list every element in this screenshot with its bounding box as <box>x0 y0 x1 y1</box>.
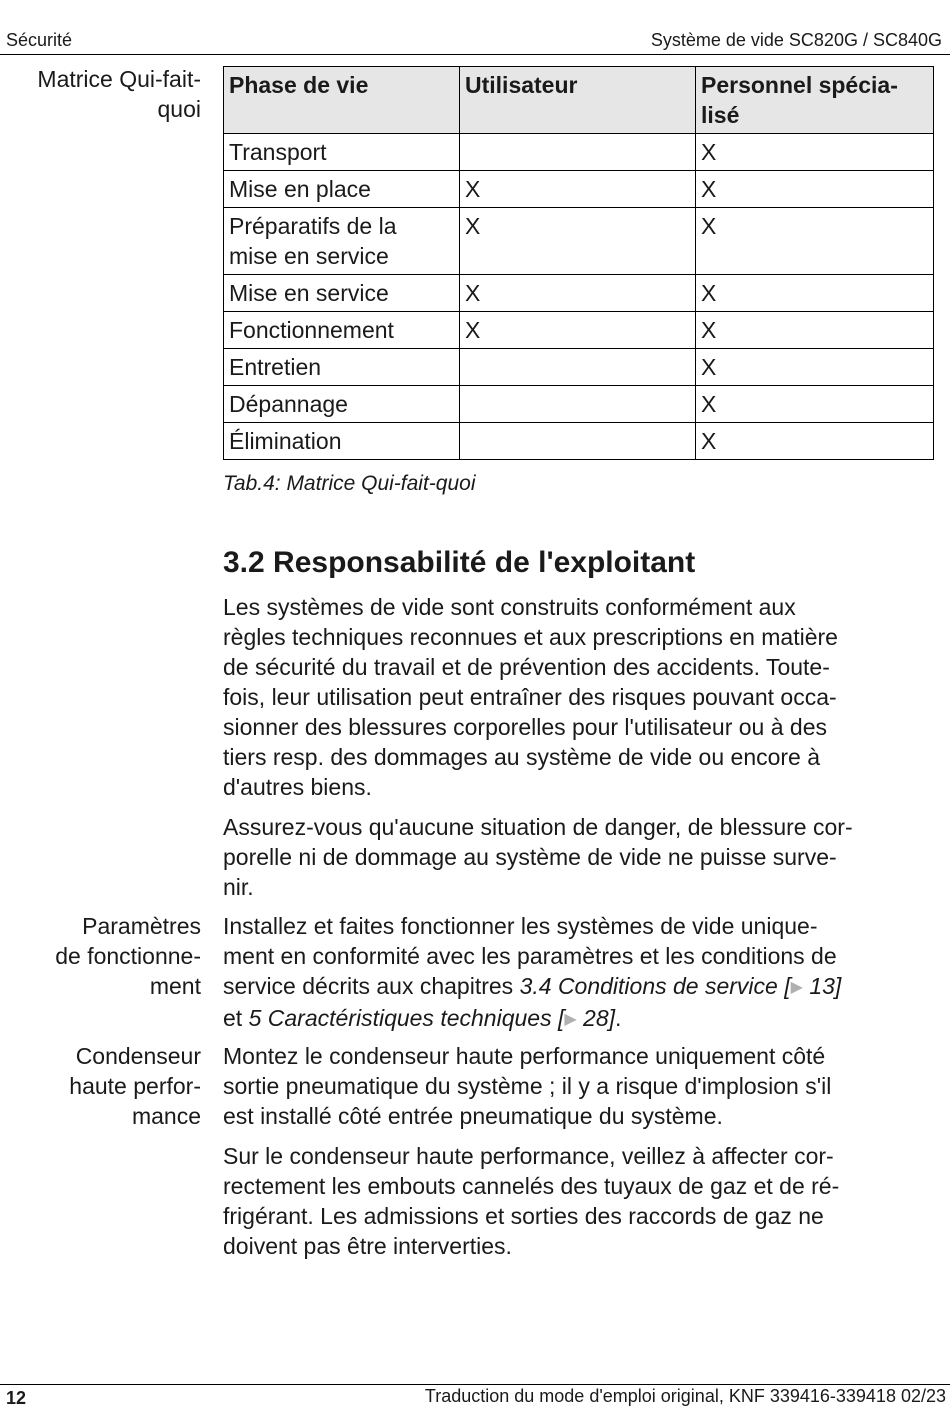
cell-phase <box>224 208 460 275</box>
cell-user <box>460 386 696 423</box>
paragraph-condenser-connections <box>223 1141 933 1261</box>
page-arrow-icon: ▶ <box>790 979 803 996</box>
text-line <box>223 971 933 1003</box>
paragraph-intro <box>223 592 933 802</box>
text-line: d'autres biens. <box>223 774 372 800</box>
text-line: Montez le condenseur haute performance uniquement côté <box>223 1043 826 1069</box>
responsibility-matrix-table <box>223 66 934 460</box>
reference-page: 28] <box>576 1005 616 1031</box>
table-row <box>224 171 934 208</box>
text-line: Installez et faites fonctionner les systèmes de vide unique- <box>223 913 818 939</box>
column-header-user: Utilisateur <box>460 67 696 134</box>
matrix-side-label-line: quoi <box>157 96 201 122</box>
footer-divider <box>0 1384 950 1385</box>
column-header-phase: Phase de vie <box>224 67 460 134</box>
cell-user <box>460 349 696 386</box>
reference-title: 3.4 Conditions de service [ <box>519 973 791 999</box>
cell-user <box>460 423 696 460</box>
text-line <box>223 1003 933 1035</box>
text-line: sionner des blessures corporelles pour l'utilisateur ou à des <box>223 714 827 740</box>
table-row <box>224 312 934 349</box>
cell-phase-line: mise en service <box>229 243 389 269</box>
column-header-line: Personnel spécia- <box>701 72 898 98</box>
header-divider <box>0 54 950 55</box>
matrix-side-label-line: Matrice Qui-fait- <box>37 66 201 92</box>
table-row <box>224 349 934 386</box>
text-span: . <box>615 1005 622 1031</box>
text-line: fois, leur utilisation peut entraîner des risques pouvant occa- <box>223 684 837 710</box>
text-line: de sécurité du travail et de prévention des accidents. Toute- <box>223 654 830 680</box>
cross-reference-link[interactable] <box>520 973 842 999</box>
condenser-side-label <box>0 1041 201 1131</box>
cell-user: X <box>460 171 696 208</box>
text-line: nir. <box>223 874 254 900</box>
text-line: ment en conformité avec les paramètres et les conditions de <box>223 943 837 969</box>
table-row <box>224 386 934 423</box>
paragraph-condenser-mount <box>223 1041 933 1131</box>
cell-phase: Élimination <box>224 423 460 460</box>
cell-specialist: X <box>696 423 934 460</box>
text-line: doivent pas être interverties. <box>223 1233 512 1259</box>
table-row <box>224 208 934 275</box>
reference-title: 5 Caractéristiques techniques [ <box>248 1005 565 1031</box>
side-label-line: de fonctionne- <box>55 943 201 969</box>
table-header-row <box>224 67 934 134</box>
cell-specialist: X <box>696 312 934 349</box>
text-line: Les systèmes de vide sont construits conformément aux <box>223 594 796 620</box>
text-line: tiers resp. des dommages au système de vide ou encore à <box>223 744 821 770</box>
cell-phase: Dépannage <box>224 386 460 423</box>
side-label-line: mance <box>131 1103 201 1129</box>
side-label-line: haute perfor- <box>69 1073 201 1099</box>
table-row <box>224 275 934 312</box>
cell-phase: Mise en service <box>224 275 460 312</box>
cross-reference-link[interactable] <box>249 1005 615 1031</box>
column-header-specialist <box>696 67 934 134</box>
column-header-line: lisé <box>701 102 740 128</box>
params-side-label <box>0 911 201 1001</box>
reference-page: 13] <box>802 973 842 999</box>
page-arrow-icon: ▶ <box>564 1011 577 1028</box>
paragraph-parameters <box>223 911 933 1035</box>
cell-user <box>460 134 696 171</box>
text-line: règles techniques reconnues et aux prescriptions en matière <box>223 624 838 650</box>
side-label-line: Paramètres <box>82 913 201 939</box>
text-span: service décrits aux chapitres <box>223 973 520 999</box>
table-row <box>224 423 934 460</box>
cell-phase: Fonctionnement <box>224 312 460 349</box>
text-line: sortie pneumatique du système ; il y a risque d'implosion s'il <box>223 1073 832 1099</box>
cell-specialist: X <box>696 134 934 171</box>
cell-user: X <box>460 275 696 312</box>
text-line: porelle ni de dommage au système de vide ne puisse surve- <box>223 844 837 870</box>
text-line: rectement les embouts cannelés des tuyaux de gaz et de ré- <box>223 1173 840 1199</box>
cell-specialist: X <box>696 386 934 423</box>
header-product-title: Système de vide SC820G / SC840G <box>650 30 942 50</box>
cell-specialist: X <box>696 208 934 275</box>
cell-phase: Mise en place <box>224 171 460 208</box>
section-heading: 3.2 Responsabilité de l'exploitant <box>223 546 696 579</box>
cell-phase: Entretien <box>224 349 460 386</box>
text-span: et <box>223 1005 249 1031</box>
side-label-line: Condenseur <box>75 1043 201 1069</box>
page-number: 12 <box>6 1388 27 1408</box>
text-line: Assurez-vous qu'aucune situation de danger, de blessure cor- <box>223 814 853 840</box>
cell-user: X <box>460 208 696 275</box>
text-line: Sur le condenseur haute performance, veillez à affecter cor- <box>223 1143 834 1169</box>
cell-specialist: X <box>696 275 934 312</box>
cell-phase-line: Préparatifs de la <box>229 213 397 239</box>
text-line: est installé côté entrée pneumatique du système. <box>223 1103 723 1129</box>
table-row <box>224 134 934 171</box>
side-label-line: ment <box>149 973 201 999</box>
cell-phase: Transport <box>224 134 460 171</box>
text-line: frigérant. Les admissions et sorties des raccords de gaz ne <box>223 1203 824 1229</box>
cell-specialist: X <box>696 171 934 208</box>
paragraph-danger <box>223 812 933 902</box>
matrix-side-label <box>0 64 201 124</box>
cell-user: X <box>460 312 696 349</box>
footer-document-info: Traduction du mode d'emploi original, KNF 339416-339418 02/23 <box>424 1386 946 1406</box>
header-section-title: Sécurité <box>6 30 73 50</box>
cell-specialist: X <box>696 349 934 386</box>
table-caption: Tab.4: Matrice Qui-fait-quoi <box>223 472 476 495</box>
